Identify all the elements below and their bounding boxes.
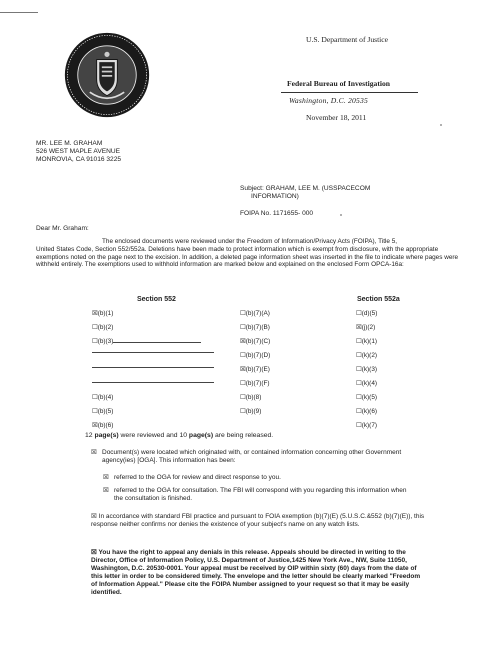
exemption-checkbox[interactable]: ☐(d)(5) — [356, 310, 378, 317]
office-location: Washington, D.C. 20535 — [289, 96, 369, 105]
exemption-checkbox[interactable]: ☐(b)(7)(A) — [240, 310, 270, 317]
other-agency-checkbox[interactable]: ☒ — [91, 449, 97, 456]
exemption-checkbox[interactable]: ☐(b)(4) — [92, 394, 114, 401]
recipient-city: MONROVIA, CA 91016 3225 — [36, 156, 122, 163]
referral-checkbox[interactable]: ☒ — [103, 474, 109, 481]
intro-paragraph — [36, 238, 466, 269]
exemption-checkbox[interactable]: ☐(b)(5) — [92, 408, 114, 415]
exemption-checkbox[interactable]: ☒(b)(6) — [92, 422, 114, 429]
exemption-checkbox[interactable]: ☒(b)(7)(C) — [240, 338, 271, 345]
exemption-checkbox[interactable]: ☐(k)(1) — [356, 338, 377, 345]
exemption-checkbox[interactable]: ☐(b)(8) — [240, 394, 262, 401]
corner-mark — [0, 12, 38, 13]
exemption-checkbox[interactable]: ☐(k)(7) — [356, 422, 377, 429]
exemption-checkbox[interactable]: ☐(b)(7)(F) — [240, 380, 270, 387]
other-agency-paragraph: ☒ Document(s) were located which originated with, or contained information concerning other Government agency(ies) [OGA]. This information has been: — [91, 449, 402, 464]
subject-block — [240, 185, 370, 201]
exemption-checkbox[interactable]: ☒(j)(2) — [356, 324, 376, 331]
stray-dot — [340, 214, 342, 216]
statute-blank — [92, 382, 214, 383]
fbi-seal-icon — [64, 32, 150, 118]
consultation-checkbox[interactable]: ☒ — [103, 487, 109, 494]
foia-exemption-paragraph: ☒ In accordance with standard FBI practice and pursuant to FOIA exemption (b)(7)(E) (5.U.S.C.&552 (b)(7)(E)), this response neither confirms nor denies the existence of your subject's name on any watch lists. — [91, 513, 425, 528]
referral-option: ☒ referred to the OGA for review and direct response to you. — [103, 474, 281, 481]
pages-reviewed-count: 12 — [85, 432, 93, 439]
subject-line: Subject: GRAHAM, LEE M. (USSPACECOM — [240, 185, 371, 192]
foipa-number: FOIPA No. 1171655- 000 — [240, 210, 314, 217]
exemption-checkbox[interactable]: ☐(b)(2) — [92, 324, 114, 331]
stray-dot — [440, 124, 442, 126]
statute-blank — [92, 367, 214, 368]
pages-released-count: 10 — [179, 432, 188, 439]
exemption-checkbox[interactable]: ☐(k)(2) — [356, 352, 377, 359]
exemption-checkbox[interactable]: ☒(b)(1) — [92, 310, 114, 317]
header-rule — [281, 92, 418, 93]
recipient-street: 526 WEST MAPLE AVENUE — [36, 148, 121, 155]
exemption-checkbox[interactable]: ☐(b)(7)(D) — [240, 352, 271, 359]
subject-line-cont: INFORMATION) — [251, 193, 299, 200]
foia-exemption-checkbox[interactable]: ☒ — [91, 513, 97, 520]
statute-blank — [113, 338, 201, 343]
exemption-checkbox[interactable]: ☐(k)(5) — [356, 394, 377, 401]
greeting: Dear Mr. Graham: — [36, 225, 89, 232]
exemption-checkbox[interactable]: ☐(b)(3) — [92, 337, 201, 345]
exemption-checkbox[interactable]: ☐(k)(4) — [356, 380, 377, 387]
exemption-checkbox[interactable]: ☐(b)(9) — [240, 408, 262, 415]
department-name: U.S. Department of Justice — [306, 35, 389, 44]
recipient-name: MR. LEE M. GRAHAM — [36, 140, 103, 147]
pages-reviewed-line: 12 page(s) were reviewed and 10 page(s) are being released. — [85, 432, 274, 439]
letter-date: November 18, 2011 — [306, 113, 367, 122]
appeal-paragraph: ☒ You have the right to appeal any denials in this release. Appeals should be directed in writing to the Director, Office of Information Policy, U.S. Department of Justice,1425 New York Ave., NW, Suite 11050, Washington, D.C. 20530-0001. Your appeal must be received by OIP within sixty (60) days from the date of this letter in order to be considered timely. The envelope and the letter should be clearly marked "Freedom of Information Appeal." Please cite the FOIPA Number assigned to your request so that it may be easily identified. — [91, 549, 421, 596]
appeal-checkbox[interactable]: ☒ — [91, 549, 97, 556]
intro-body: United States Code, Section 552/552a. Deletions have been made to protect information which is exempt from disclosure, with the appropriate exemptions noted on the page next to the excision. In addition, a deleted page information sheet was inserted in the file to indicate where pages were withheld entirely. The exemptions used to withhold information are marked below and explained on the enclosed Form OPCA-16a: — [36, 245, 459, 269]
statute-blank — [92, 352, 214, 353]
exemption-checkbox[interactable]: ☐(k)(3) — [356, 366, 377, 373]
intro-first-line: The enclosed documents were reviewed under the Freedom of Information/Privacy Acts (FOIPA), Title 5, — [102, 238, 398, 245]
recipient-address — [36, 140, 121, 164]
exemption-checkbox[interactable]: ☒(b)(7)(E) — [240, 366, 270, 373]
section-552-heading: Section 552 — [137, 296, 176, 303]
exemption-checkbox[interactable]: ☐(b)(7)(B) — [240, 324, 270, 331]
section-552a-heading: Section 552a — [357, 296, 400, 303]
consultation-option: ☒ referred to the OGA for consultation. The FBI will correspond with you regarding this information when the consultation is finished. — [103, 487, 407, 502]
exemption-checkbox[interactable]: ☐(k)(6) — [356, 408, 377, 415]
bureau-name: Federal Bureau of Investigation — [287, 79, 391, 88]
